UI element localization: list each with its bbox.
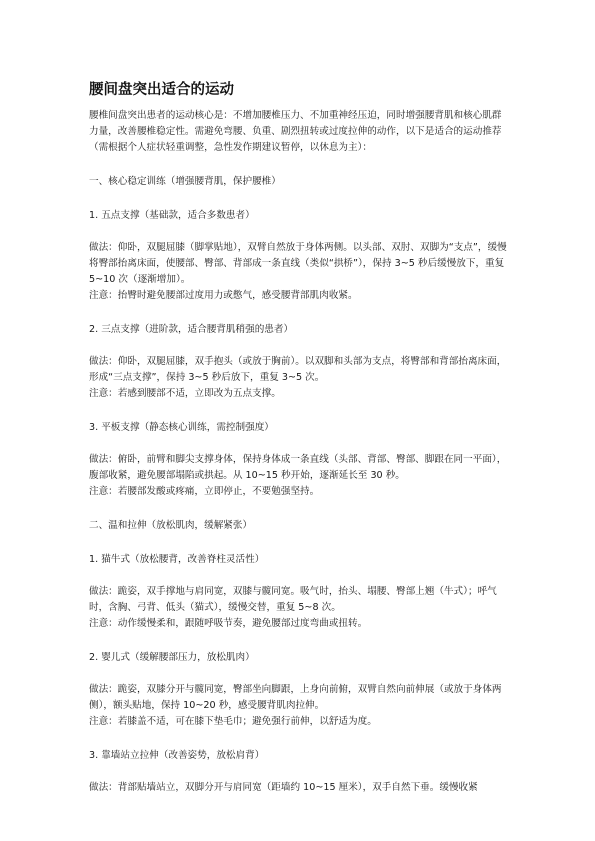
exercise-method: 做法：俯卧，前臂和脚尖支撑身体，保持身体成一条直线（头部、背部、臀部、脚跟在同一平面），腹部收紧，避免腰部塌陷或拱起。从 10~15 秒开始，逐渐延长至 30 秒。 — [89, 454, 507, 481]
exercise-heading: 2. 婴儿式（缓解腰部压力，放松肌肉） — [89, 652, 255, 663]
exercise-note: 注意：若腰部发酸或疼痛，立即停止，不要勉强坚持。 — [89, 486, 320, 497]
exercise-heading: 3. 平板支撑（静态核心训练，需控制强度） — [89, 422, 274, 433]
exercise-method: 做法：背部贴墙站立，双脚分开与肩同宽（距墙约 10~15 厘米），双手自然下垂。缓慢收紧 — [89, 782, 478, 793]
section-heading-core-stability: 一、核心稳定训练（增强腰背肌，保护腰椎） — [89, 176, 281, 187]
exercise-note: 注意：动作缓慢柔和，跟随呼吸节奏，避免腰部过度弯曲或扭转。 — [89, 618, 368, 629]
exercise-heading: 1. 猫牛式（放松腰背，改善脊柱灵活性） — [89, 554, 265, 565]
exercise-heading: 2. 三点支撑（进阶款，适合腰背肌稍强的患者） — [89, 324, 294, 335]
exercise-note: 注意：若膝盖不适，可在膝下垫毛巾；避免强行前伸，以舒适为度。 — [89, 716, 377, 727]
exercise-heading: 1. 五点支撑（基础款，适合多数患者） — [89, 210, 255, 221]
exercise-note: 注意：抬臀时避免腰部过度用力或憋气，感受腰背部肌肉收紧。 — [89, 290, 358, 301]
exercise-method: 做法：仰卧，双腿屈膝（脚掌贴地），双臂自然放于身体两侧。以头部、双肘、双脚为“支点”，缓慢将臀部抬离床面，使腰部、臀部、背部成一条直线（类似“拱桥”），保持 3~5 秒后缓慢放下，重复 5~10 次（逐渐增加）。 — [89, 242, 507, 285]
exercise-method: 做法：跪姿，双手撑地与肩同宽，双膝与髋同宽。吸气时，抬头、塌腰、臀部上翘（牛式）；呼气时，含胸、弓背、低头（猫式），缓慢交替，重复 5~8 次。 — [89, 586, 497, 613]
page-title: 腰间盘突出适合的运动 — [89, 82, 234, 98]
document-content — [89, 80, 511, 796]
exercise-method: 做法：跪姿，双膝分开与髋同宽，臀部坐向脚跟，上身向前俯，双臂自然向前伸展（或放于身体两侧），额头贴地，保持 10~20 秒，感受腰背肌肉拉伸。 — [89, 684, 502, 711]
section-heading-stretching: 二、温和拉伸（放松肌肉，缓解紧张） — [89, 520, 253, 531]
exercise-heading: 3. 靠墙站立拉伸（改善姿势，放松肩背） — [89, 750, 265, 761]
intro-paragraph: 腰椎间盘突出患者的运动核心是：不增加腰椎压力、不加重神经压迫，同时增强腰背肌和核心肌群力量，改善腰椎稳定性。需避免弯腰、负重、剧烈扭转或过度拉伸的动作，以下是适合的运动推荐（需根据个人症状轻重调整，急性发作期建议暂停，以休息为主）： — [89, 110, 502, 153]
exercise-method: 做法：仰卧，双腿屈膝，双手抱头（或放于胸前）。以双脚和头部为支点，将臀部和背部抬离床面，形成“三点支撑”，保持 3~5 秒后放下，重复 3~5 次。 — [89, 356, 507, 383]
exercise-note: 注意：若感到腰部不适，立即改为五点支撑。 — [89, 388, 281, 399]
